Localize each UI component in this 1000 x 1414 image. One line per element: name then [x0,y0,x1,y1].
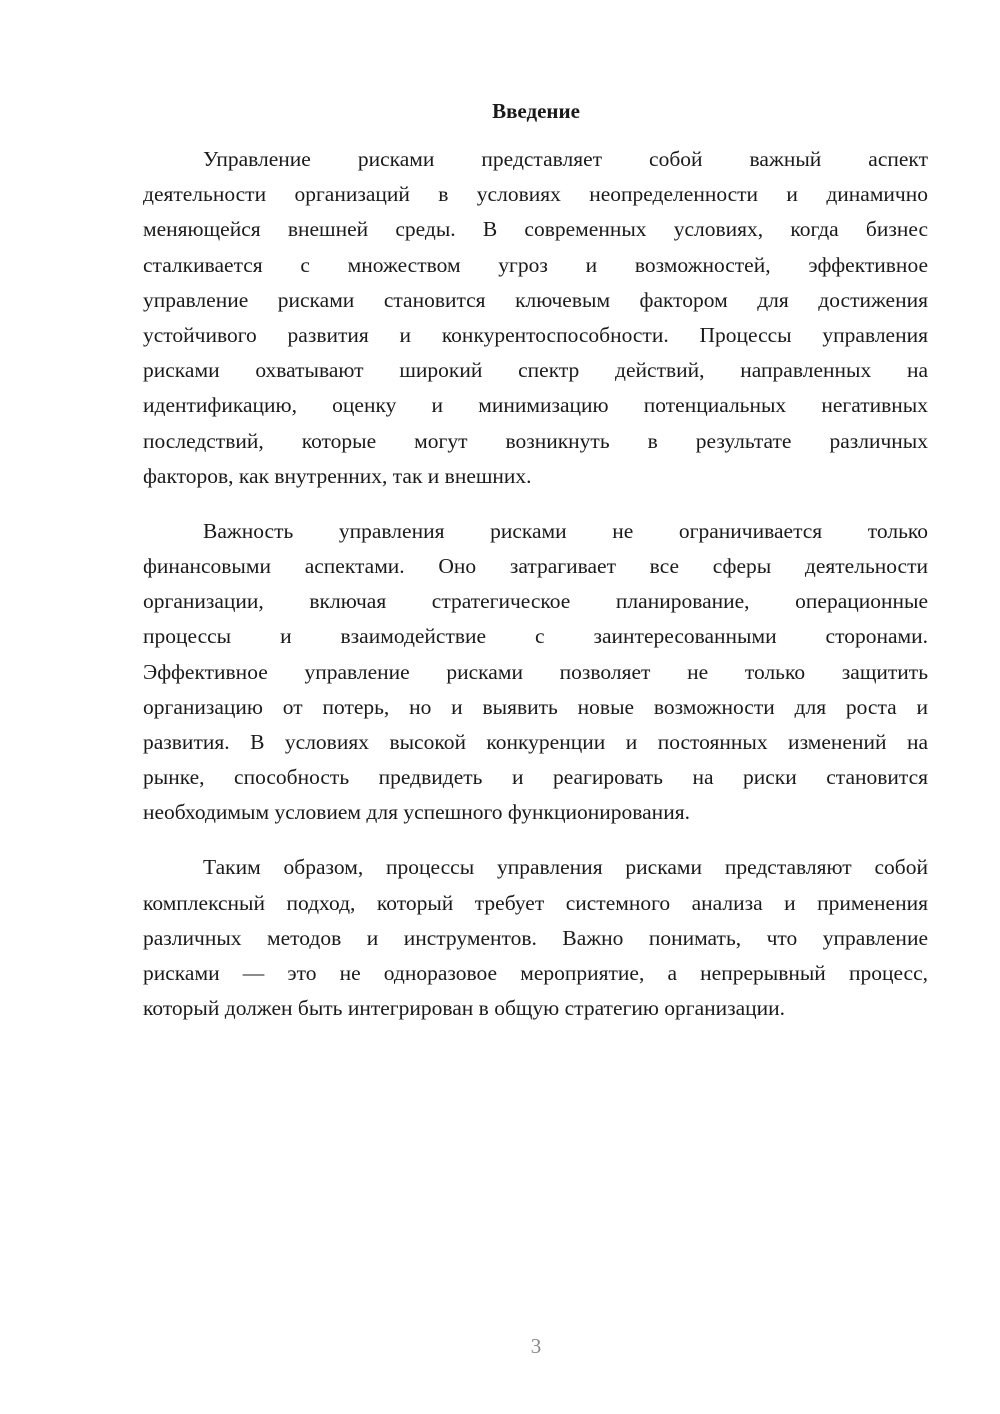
section-title: Введение [492,99,580,123]
text-line: необходимым условием для успешного функционирования. [143,800,690,825]
text-line: факторов, как внутренних, так и внешних. [143,463,532,488]
document-body [143,142,928,1046]
text-line: идентификацию, оценку и минимизацию потенциальных негативных [143,393,928,418]
text-line: управление рисками становится ключевым фактором для достижения [143,287,928,312]
text-line: меняющейся внешней среды. В современных условиях, когда бизнес [143,217,928,242]
paragraph [143,514,928,831]
text-line: процессы и взаимодействие с заинтересованными сторонами. [143,624,928,649]
text-line: комплексный подход, который требует системного анализа и применения [143,890,928,915]
text-line: различных методов и инструментов. Важно понимать, что управление [143,925,928,950]
text-line: Таким образом, процессы управления рисками представляют собой [203,855,928,880]
text-line: рисками — это не одноразовое мероприятие, а непрерывный процесс, [143,961,928,986]
text-line: рисками охватывают широкий спектр действий, направленных на [143,358,928,383]
paragraph [143,850,928,1026]
text-line: который должен быть интегрирован в общую стратегию организации. [143,996,786,1021]
text-line: Важность управления рисками не ограничивается только [203,518,928,543]
text-line: Управление рисками представляет собой важный аспект [203,147,928,171]
text-line: сталкивается с множеством угроз и возможностей, эффективное [143,252,928,277]
text-line: Эффективное управление рисками позволяет не только защитить [143,659,928,684]
paragraph [143,142,928,494]
text-line: организацию от потерь, но и выявить новые возможности для роста и [143,694,928,719]
text-line: рынке, способность предвидеть и реагировать на риски становится [143,765,928,790]
text-line: устойчивого развития и конкурентоспособности. Процессы управления [143,323,928,348]
text-line: последствий, которые могут возникнуть в результате различных [143,428,928,453]
text-line: развития. В условиях высокой конкуренции и постоянных изменений на [143,730,928,755]
text-line: организации, включая стратегическое планирование, операционные [143,589,928,614]
text-line: деятельности организаций в условиях неопределенности и динамично [143,182,928,207]
text-line: финансовыми аспектами. Оно затрагивает все сферы деятельности [143,554,928,579]
page-number: 3 [530,1334,542,1358]
